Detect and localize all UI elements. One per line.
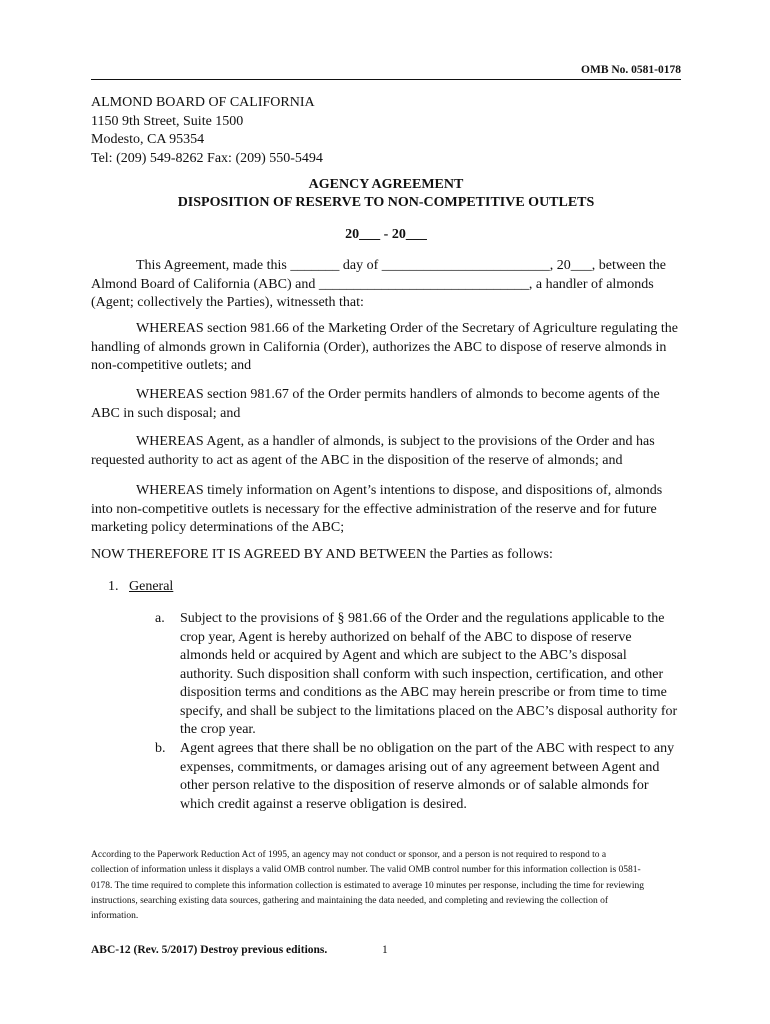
list-marker: a. <box>155 611 165 626</box>
paragraph-line: into non-competitive outlets is necessary for the effective administration of the reserve and for future <box>91 501 657 517</box>
intro-paragraph <box>91 257 681 313</box>
paragraph-line: This Agreement, made this _______ day of ________________________, 20___, between the <box>136 258 666 273</box>
paragraph-line: requested authority to act as agent of the ABC in the disposition of the reserve of almonds; and <box>91 452 623 468</box>
footnote-line: According to the Paperwork Reduction Act of 1995, an agency may not conduct or sponsor, and a person is not required to respond to a <box>91 850 607 860</box>
section-heading-general <box>108 578 173 596</box>
paperwork-reduction-notice <box>91 848 691 924</box>
paragraph-line: (Agent; collectively the Parties), witnesseth that: <box>91 295 364 311</box>
paragraph-line: non-competitive outlets; and <box>91 358 252 374</box>
address-block <box>91 94 323 168</box>
paragraph-line: marketing policy determinations of the ABC; <box>91 520 345 536</box>
footnote-line: collection of information unless it displays a valid OMB control number. The valid OMB control number for this information collection is 0581- <box>91 865 641 876</box>
footnote-line: instructions, searching existing data sources, gathering and maintaining the data needed, and completing and reviewing the collection of <box>91 895 609 906</box>
year-range: 20___ - 20___ <box>345 227 427 242</box>
list-marker: b. <box>155 741 166 756</box>
street-address: 1150 9th Street, Suite 1500 <box>91 113 244 129</box>
paragraph-line: the crop year. <box>180 722 256 737</box>
now-therefore-paragraph <box>91 546 681 565</box>
whereas-paragraph-4 <box>91 482 681 538</box>
paragraph-line: WHEREAS section 981.66 of the Marketing Order of the Secretary of Agriculture regulating the <box>136 321 678 336</box>
document-subtitle: DISPOSITION OF RESERVE TO NON-COMPETITIVE OUTLETS <box>177 195 595 210</box>
paragraph-line: other person relative to the disposition of reserve almonds or of salable almonds for <box>180 778 649 793</box>
paragraph-line: WHEREAS section 981.67 of the Order permits handlers of almonds to become agents of the <box>136 387 660 402</box>
document-title: AGENCY AGREEMENT <box>308 177 464 192</box>
paragraph-line: ABC in such disposal; and <box>91 405 241 421</box>
paragraph-line: authority. Such disposition shall conform with such inspection, certification, and other <box>180 666 664 682</box>
paragraph-line: crop year, Agent is hereby authorized on behalf of the ABC to dispose of reserve <box>180 629 632 645</box>
page-number: 1 <box>382 944 388 956</box>
whereas-paragraph-3 <box>91 433 681 470</box>
phone-fax: Tel: (209) 549-8262 Fax: (209) 550-5494 <box>91 150 323 166</box>
footnote-line: information. <box>91 911 139 922</box>
section-label: General <box>129 579 174 594</box>
list-item-body <box>180 740 685 814</box>
whereas-paragraph-1 <box>91 320 681 376</box>
form-id: ABC-12 (Rev. 5/2017) Destroy previous editions. <box>91 944 328 956</box>
org-name: ALMOND BOARD OF CALIFORNIA <box>91 95 315 110</box>
paragraph-line: handling of almonds grown in California (Order), authorizes the ABC to dispose of reserve almonds in <box>91 339 667 355</box>
footnote-line: 0178. The time required to complete this information collection is estimated to average 10 minutes per response, including the time for reviewing <box>91 880 645 891</box>
paragraph-line: Subject to the provisions of § 981.66 of the Order and the regulations applicable to the <box>180 611 665 626</box>
paragraph-line: Almond Board of California (ABC) and ______________________________, a handler of almonds <box>91 276 654 292</box>
paragraph-line: WHEREAS Agent, as a handler of almonds, is subject to the provisions of the Order and has <box>136 434 655 449</box>
paragraph-line: Agent agrees that there shall be no obligation on the part of the ABC with respect to any <box>180 741 675 756</box>
paragraph-line: WHEREAS timely information on Agent’s intentions to dispose, and dispositions of, almonds <box>136 483 663 498</box>
section-number: 1. <box>108 579 119 594</box>
paragraph-line: almonds held or acquired by Agent and which are subject to the ABC’s disposal <box>180 648 627 663</box>
paragraph-line: disposition terms and conditions as the ABC may herein prescribe or from time to time <box>180 685 667 700</box>
paragraph-line: which credit against a reserve obligation is desired. <box>180 796 467 812</box>
paragraph-line: NOW THEREFORE IT IS AGREED BY AND BETWEEN the Parties as follows: <box>91 547 553 562</box>
city-state-zip: Modesto, CA 95354 <box>91 132 205 147</box>
omb-number: OMB No. 0581-0178 <box>91 64 681 80</box>
paragraph-line: expenses, commitments, or damages arising out of any agreement between Agent and <box>180 759 660 775</box>
list-item-body <box>180 610 685 740</box>
whereas-paragraph-2 <box>91 386 681 423</box>
paragraph-line: specify, and shall be subject to the limitations placed on the ABC’s disposal authority for <box>180 703 678 719</box>
